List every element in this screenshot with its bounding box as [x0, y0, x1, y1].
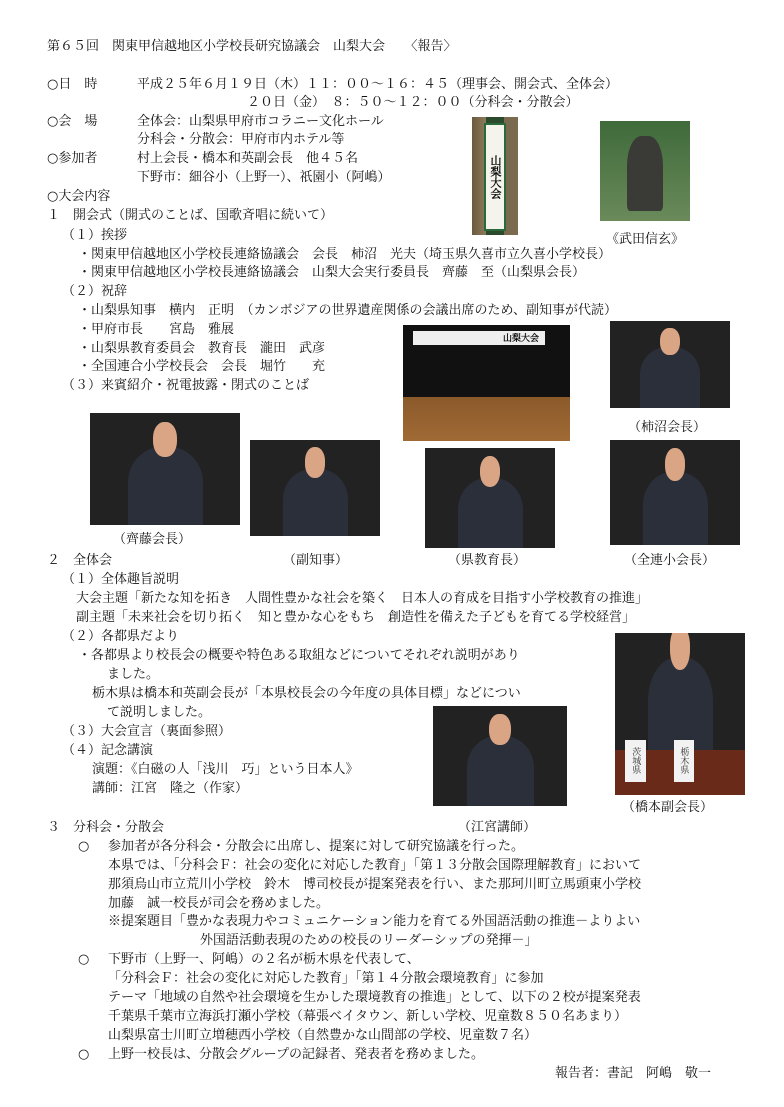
date-label: ○日 時: [47, 77, 98, 92]
venue-sign-photo: [472, 117, 518, 235]
greeting-heading: （１）挨拶: [62, 228, 128, 243]
session-text: 上野一校長は、分散会グループの記録者、発表者を務めました。: [108, 1047, 484, 1062]
participants-local: 下野市：細谷小（上野一）、祇園小（阿嶋）: [137, 170, 391, 185]
congrats-item: ・山梨県教育委員会 教育長 瀧田 武彦: [78, 341, 326, 356]
date-day1: 平成２５年６月１９日（木）１１：００～１６：４５（理事会、開会式、全体会）: [137, 77, 619, 92]
stage-photo: [403, 325, 570, 441]
caption-hashimoto: （橋本副会長）: [622, 800, 714, 815]
section3-heading: ３ 分科会・分散会: [47, 820, 165, 835]
prefecture-text: ・各都県より校長会の概要や特色ある取組などについてそれぞれ説明があり: [78, 648, 520, 663]
sign-text: 山梨大会: [484, 123, 506, 231]
session-text: 下野市（上野一、阿嶋）の２名が栃木県を代表して、: [108, 952, 420, 967]
caption-takeda: 《武田信玄》: [606, 232, 685, 247]
lecturer: 講師：江宮 隆之（作家）: [92, 781, 249, 796]
session-text: 山梨県富士川町立増穂西小学校（自然豊かな山間部の学校、児童数７名）: [108, 1028, 538, 1043]
content-label: ○大会内容: [47, 189, 111, 204]
document-title: 第６５回 関東甲信越地区小学校長研究協議会 山梨大会 〈報告〉: [47, 39, 457, 54]
reporter: 報告者：書記 阿嶋 敬一: [555, 1066, 712, 1081]
education-chief-photo: [425, 448, 555, 548]
saito-photo: [90, 413, 240, 525]
guests-heading: （３）来賓紹介・祝電披露・閉式のことば: [62, 378, 310, 393]
name-plate: 茨城県: [625, 740, 646, 782]
caption-zenrensho: （全連小会長）: [624, 553, 716, 568]
caption-vice-governor: （副知事）: [283, 553, 349, 568]
session-text: テーマ「地域の自然や社会環境を生かした環境教育の推進」として、以下の２校が提案発表: [108, 990, 641, 1005]
takeda-statue-photo: [600, 121, 690, 221]
caption-kakinuma: （柿沼会長）: [628, 420, 707, 435]
prefecture-heading: （２）各都県だより: [62, 629, 180, 644]
emiya-photo: [433, 706, 567, 806]
caption-emiya: （江宮講師）: [458, 820, 537, 835]
session-text: 那須烏山市立荒川小学校 鈴木 博司校長が提案発表を行い、また那珂川町立馬頭東小学校: [108, 877, 642, 892]
proposal-title: ※提案題目「豊かな表現力やコミュニケーション能力を育てる外国語活動の推進－よりよい: [108, 914, 641, 929]
prefecture-text: て説明しました。: [107, 705, 212, 720]
participants-label: ○参加者: [47, 151, 98, 166]
stage-banner: 山梨大会: [413, 331, 545, 345]
session-text: 参加者が各分科会・分散会に出席し、提案に対して研究協議を行った。: [108, 839, 525, 854]
section2-heading: ２ 全体会: [47, 553, 113, 568]
kakinuma-photo: [610, 321, 730, 408]
congrats-heading: （２）祝辞: [62, 284, 128, 299]
venue-main: 全体会：山梨県甲府市コラニー文化ホール: [137, 114, 384, 129]
main-theme: 大会主題「新たな知を拓き 人間性豊かな社会を築く 日本人の育成を目指す小学校教育の推進」: [76, 591, 649, 606]
vice-governor-photo: [250, 440, 380, 536]
name-plate: 栃木県: [674, 740, 695, 782]
caption-education-chief: （県教育長）: [448, 553, 527, 568]
bullet-circle: ○: [78, 1047, 90, 1062]
session-text: 千葉県千葉市立海浜打瀬小学校（幕張ベイタウン、新しい学校、児童数８５０名あまり）: [108, 1009, 627, 1024]
session-text: 本県では、「分科会Ｆ：社会の変化に対応した教育」「第１３分散会国際理解教育」において: [108, 858, 642, 873]
congrats-item: ・山梨県知事 横内 正明 （カンボジアの世界遺産関係の会議出席のため、副知事が代読）: [78, 303, 617, 318]
congrats-item: ・全国連合小学校長会 会長 堀竹 充: [78, 359, 326, 374]
participants-main: 村上会長・橋本和英副会長 他４５名: [137, 151, 359, 166]
hashimoto-photo: [615, 633, 745, 795]
congrats-item: ・甲府市長 宮島 雅展: [78, 322, 235, 337]
session-text: 加藤 誠一校長が司会を務めました。: [108, 896, 330, 911]
section1-heading: １ 開会式（開式のことば、国歌斉唱に続いて）: [47, 208, 334, 223]
venue-label: ○会 場: [47, 114, 98, 129]
lecture-heading: （４）記念講演: [62, 743, 154, 758]
lecture-title: 演題：《白磁の人「浅川 巧」という日本人》: [92, 762, 359, 777]
greeting-item: ・関東甲信越地区小学校長連絡協議会 会長 柿沼 光夫（埼玉県久喜市立久喜小学校長）: [78, 247, 612, 262]
prefecture-text: ました。: [107, 667, 160, 682]
zenrensho-photo: [610, 440, 740, 545]
purpose-heading: （１）全体趣旨説明: [62, 572, 180, 587]
proposal-title-cont: 外国語活動表現のための校長のリーダーシップの発揮－」: [200, 933, 538, 948]
bullet-circle: ○: [78, 952, 90, 967]
declaration-heading: （３）大会宣言（裏面参照）: [62, 724, 232, 739]
bullet-circle: ○: [78, 839, 90, 854]
session-text: 「分科会Ｆ：社会の変化に対応した教育」「第１４分散会環境教育」に参加: [108, 971, 544, 986]
date-day2: ２０日（金） ８：５０～１２：００（分科会・分散会）: [247, 95, 579, 110]
sub-theme: 副主題「未来社会を切り拓く 知と豊かな心をもち 創造性を備えた子どもを育てる学校経営」: [76, 610, 636, 625]
greeting-item: ・関東甲信越地区小学校長連絡協議会 山梨大会実行委員長 齊藤 至（山梨県会長）: [78, 265, 586, 280]
venue-sub: 分科会・分散会：甲府市内ホテル等: [137, 132, 345, 147]
caption-saito: （齊藤会長）: [113, 532, 192, 547]
prefecture-text: 栃木県は橋本和英副会長が「本県校長会の今年度の具体目標」などについ: [92, 686, 521, 701]
